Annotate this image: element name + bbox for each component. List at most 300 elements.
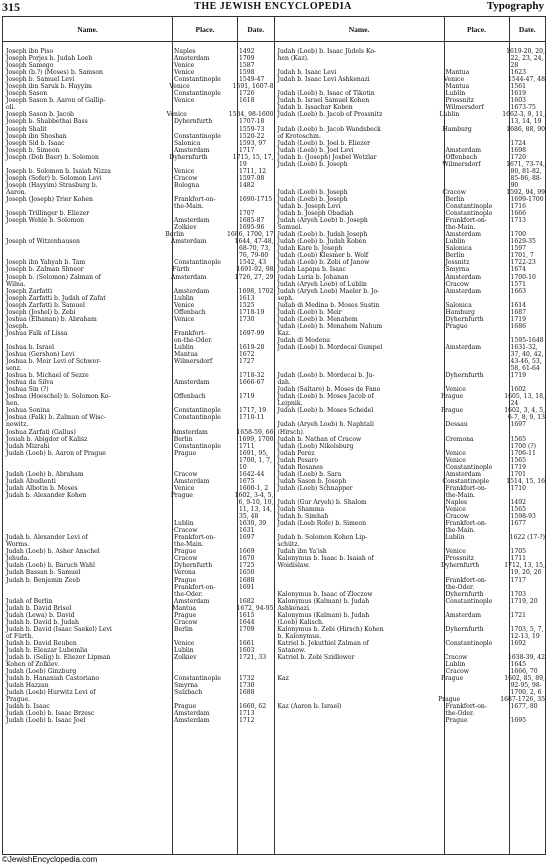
table-row (275, 696, 546, 703)
date-cell: 1492 (239, 48, 255, 55)
name-cell: Kaz (277, 675, 289, 683)
name-cell (3, 499, 171, 506)
place-cell: the-Main. (174, 203, 204, 211)
table-row (3, 154, 274, 161)
table-row (275, 55, 546, 62)
name-cell: Joshua b. Meir Levi of Schwer- (6, 358, 102, 366)
name-cell: Judah (Aryeh Loeb) of Lublin (277, 280, 367, 288)
name-cell (275, 527, 443, 534)
place-cell: Dyhernfurth (445, 625, 484, 633)
name-cell (3, 337, 171, 344)
table-row (275, 710, 546, 717)
place-cell (171, 661, 236, 668)
table-row (3, 682, 274, 689)
table-row (275, 133, 546, 140)
table-row (275, 407, 546, 414)
name-cell: Joseph b. Solomon b. Isaiah Nizza (6, 167, 111, 175)
table-row (275, 548, 546, 555)
name-cell: Joseph Trillinger b. Eliezer (6, 210, 90, 218)
place-cell (443, 118, 508, 125)
place-cell: Prague (174, 548, 197, 556)
place-cell: Lublin (445, 90, 466, 98)
name-cell: Judah (Loeb) b. Menahem Nahum (277, 322, 383, 330)
table-row (275, 344, 546, 351)
date-cell: 1597-98 (239, 174, 265, 182)
place-cell: Amsterdam (173, 287, 210, 295)
place-cell: Amsterdam (445, 470, 482, 478)
place-cell (171, 464, 236, 471)
date-cell: 1717 (510, 576, 527, 584)
date-cell: 1686, 88, 90 (506, 125, 545, 133)
name-cell: Judah Mizrahi (6, 442, 50, 450)
place-cell: Lublin (174, 520, 194, 528)
place-cell (171, 189, 236, 196)
date-cell: 1675 (239, 477, 255, 485)
table-row (275, 154, 546, 161)
date-cell: 1592, 94, 99 (506, 188, 545, 196)
place-cell: Prossnitz (445, 97, 474, 105)
place-cell: Berlin (445, 195, 465, 203)
table-row (275, 358, 546, 365)
date-header: Date. (509, 17, 546, 41)
date-cell: 1619-28 (239, 343, 265, 351)
place-cell: Venice (443, 76, 465, 84)
table-row (275, 330, 546, 337)
place-cell: Zolkiev (174, 224, 197, 232)
date-cell: 1666, 70 (510, 668, 538, 676)
date-cell: 1705 (510, 548, 527, 556)
name-cell: Judah (Loeb) Nikolsburg (277, 442, 354, 450)
name-cell: seph. (277, 294, 294, 302)
table-row (3, 506, 274, 513)
table-row (3, 499, 274, 506)
name-cell: Joseph Sid b. Isaac (6, 139, 65, 147)
place-cell (443, 682, 508, 689)
place-cell: Verona (174, 569, 196, 577)
date-cell: 1700-10 (510, 273, 536, 281)
name-cell: Judah (Loeb) b. Isaac Jüdels Ko- (277, 48, 377, 55)
date-cell: 1571 (510, 280, 527, 288)
place-cell: Cracow (174, 174, 198, 182)
name-cell: Judah b. Isaac Levi Ashkenazi (277, 76, 370, 84)
name-cell: Judah Perez (277, 449, 315, 457)
date-cell: 1670 (239, 555, 255, 563)
place-cell: Lublin (445, 661, 466, 669)
place-cell: Venice (445, 548, 466, 556)
place-cell: Frankfort- (174, 329, 206, 337)
name-cell (275, 661, 443, 668)
place-cell: Amsterdam (445, 231, 482, 239)
place-cell (443, 365, 508, 372)
name-cell: Judah (Saltaro) b. Moses de Fano (277, 386, 381, 394)
place-cell: Lublin (174, 343, 194, 351)
table-row (275, 111, 546, 118)
table-row (275, 584, 546, 591)
table-row (275, 619, 546, 626)
name-header: Name. (77, 24, 98, 34)
name-cell (275, 351, 443, 358)
date-cell: 1623 (510, 69, 527, 77)
date-cell (236, 323, 274, 330)
date-cell: 1615 (239, 611, 255, 619)
place-cell: the-Oder. (174, 590, 203, 598)
table-row (275, 464, 546, 471)
place-cell: Amsterdam (174, 217, 210, 225)
place-cell: Bologna (174, 181, 200, 189)
place-cell (171, 386, 236, 393)
date-cell: 1669 (239, 548, 255, 556)
date-cell: 1650 (239, 569, 255, 577)
date-cell: 90 (510, 181, 519, 189)
name-cell (3, 252, 171, 259)
name-cell: Katriel b. Zebi Szidlower (277, 654, 355, 662)
date-cell: 1673-75 (510, 104, 536, 112)
date-cell: 6-7, 8, 9, 13 (508, 414, 545, 422)
date-cell: 1687-1726, 35 (500, 696, 545, 704)
name-cell: Satanow. (277, 646, 306, 654)
date-cell: 1642-44 (239, 470, 265, 478)
table-row (275, 238, 546, 245)
name-cell: Joseph Porjes b. Judah Loeb (6, 55, 93, 63)
date-cell: 1711, 12 (239, 167, 267, 175)
name-cell: Judah b. Solomon Kohen Lip- (277, 534, 368, 542)
name-cell (275, 710, 443, 717)
place-cell: Venice (174, 484, 195, 492)
table-row (3, 266, 274, 273)
date-cell: 1700, 2, 6 (510, 689, 542, 697)
name-cell: Judah (Loeb) b. Joel b. Eliezer (277, 139, 371, 147)
table-row (3, 520, 274, 527)
place-cell (443, 330, 508, 337)
table-row (3, 323, 274, 330)
date-cell (508, 295, 546, 302)
table-row (3, 647, 274, 654)
name-cell: Judah (Loeb) b. Moses Jacob of (277, 393, 374, 401)
table-row (275, 69, 546, 76)
name-cell (3, 520, 171, 527)
place-cell: Hamburg (445, 308, 475, 316)
date-cell (236, 591, 274, 598)
name-cell: Judah (Loeb) b. Jacob Wandsbeck (277, 125, 381, 133)
name-cell: Judah b. Israel Samuel Kohen (277, 97, 370, 105)
date-cell: 1716 (510, 203, 527, 211)
table-row (3, 569, 274, 576)
table-row (275, 147, 546, 154)
table-row (275, 351, 546, 358)
name-cell (3, 464, 171, 471)
right-column-header (275, 17, 546, 42)
date-cell (508, 605, 546, 612)
date-cell (236, 189, 274, 196)
date-cell: 1719 (510, 463, 527, 471)
name-cell: Judah (Loeb) b. Judah Joseph (277, 231, 368, 239)
name-cell: Judah b. Alexander Levi of (6, 534, 88, 542)
place-cell (171, 421, 236, 428)
place-cell: Berlin (445, 252, 465, 260)
place-cell: Frankfort-on- (174, 583, 216, 591)
date-cell: 1603 (239, 646, 255, 654)
table-row (275, 224, 546, 231)
date-cell: 1686 (510, 322, 527, 330)
table-row (3, 675, 274, 682)
table-row (275, 97, 546, 104)
place-cell: Constantinople (445, 597, 493, 605)
name-cell: Judah (Loeb) b. Jacob of Prossnitz (277, 111, 383, 119)
name-cell: Leipnik. (277, 400, 303, 408)
name-cell (275, 118, 443, 125)
place-cell: Constantinople (445, 210, 493, 218)
date-cell: 1707 (239, 210, 255, 218)
date-cell (236, 400, 274, 407)
date-cell: 58, 61-64 (510, 365, 540, 373)
name-cell: Joshua b. Israel (6, 343, 55, 351)
name-cell: Joseph b. Samuel Levi (6, 76, 75, 84)
table-row (3, 541, 274, 548)
date-cell: 1718-32 (239, 372, 265, 380)
place-cell: Venice (445, 386, 466, 394)
place-cell: Prague (174, 611, 197, 619)
place-cell: the-Oder. (445, 583, 475, 591)
date-cell: 1666 (510, 210, 527, 218)
date-cell: 1697-99 (239, 329, 265, 337)
table-row (3, 104, 274, 111)
place-cell: Amsterdam (174, 55, 210, 63)
date-cell (508, 492, 546, 499)
date-cell: 1603 (510, 97, 527, 105)
table-row (275, 372, 546, 379)
place-cell: Amsterdam (172, 428, 208, 436)
table-row (3, 450, 274, 457)
name-cell (3, 457, 171, 464)
date-cell: 1644 (239, 618, 255, 626)
date-cell (236, 365, 274, 372)
table-row (275, 633, 546, 640)
name-cell: Joseph ibn Saruk b. Hayyim (6, 83, 92, 91)
place-cell (443, 541, 508, 548)
date-cell: 1699, 1700 (238, 435, 274, 443)
table-row (3, 217, 274, 224)
table-row (3, 55, 274, 62)
table-row (275, 591, 546, 598)
table-row (275, 457, 546, 464)
table-row (275, 281, 546, 288)
table-row (275, 302, 546, 309)
table-row (275, 640, 546, 647)
table-row (3, 436, 274, 443)
name-cell: Judah (Loeb) b. Aaron of Prague (6, 449, 106, 457)
table-row (275, 443, 546, 450)
place-cell (171, 633, 236, 640)
date-cell: 1718-19 (239, 308, 265, 316)
place-cell: Dyhernfurth (174, 118, 213, 126)
place-cell (443, 140, 508, 147)
place-cell: Cracow (174, 618, 198, 626)
date-cell: 1629-35 (510, 238, 536, 246)
table-row (3, 252, 274, 259)
place-cell: Constantinople (442, 477, 490, 485)
place-cell (171, 400, 236, 407)
date-cell: 1622 (17-?) (509, 534, 545, 542)
date-cell: 1719, 20 (510, 597, 538, 605)
date-cell: 1593, 97 (239, 139, 267, 147)
place-cell (171, 126, 236, 133)
table-row (275, 471, 546, 478)
place-cell: Frankfort-on- (445, 484, 487, 492)
table-row (275, 386, 546, 393)
name-cell: Joseph (Dob Baer) b. Solomon (6, 153, 99, 161)
table-row (3, 696, 274, 703)
table-row (275, 393, 546, 400)
table-row (275, 605, 546, 612)
place-cell: Prague (440, 407, 464, 415)
date-cell: 1638-39, 42 (508, 654, 545, 662)
date-cell (236, 633, 274, 640)
date-cell: 1691 (239, 583, 255, 591)
place-cell: Prague (445, 717, 468, 725)
name-cell: Joseph Sason b. Aaron of Gallip- (6, 97, 106, 105)
place-cell: Amsterdam (445, 146, 482, 154)
date-cell: 1722-23 (510, 259, 536, 267)
name-cell (275, 182, 443, 189)
name-cell: Judah b. Joseph Obadiah (277, 210, 354, 218)
place-cell: Salonica (445, 245, 472, 253)
name-cell: senz. (6, 365, 22, 373)
place-cell: Constantinople (174, 259, 221, 267)
date-cell: 1700 (?) (510, 442, 536, 450)
copyright-footer: ©JewishEncyclopedia.com (2, 855, 98, 864)
table-row (3, 654, 274, 661)
name-cell: Judah (Loeb) b. Moses Schedel (277, 407, 374, 415)
table-row (3, 238, 274, 245)
name-cell (275, 584, 443, 591)
date-cell (508, 379, 546, 386)
date-cell: 1685-87 (239, 217, 265, 225)
table-row (3, 133, 274, 140)
place-cell: Venice (174, 62, 195, 70)
name-cell: hen (Kaz). (277, 55, 309, 63)
table-row (275, 126, 546, 133)
name-cell: Judah b. Eleazar Lubemlia (6, 646, 88, 654)
place-cell: Amsterdam (174, 717, 210, 725)
place-cell: Jessnitz (445, 259, 470, 267)
place-cell (443, 62, 508, 69)
section-title: Typography (486, 0, 544, 12)
date-cell: 1695-96 (239, 224, 265, 232)
name-cell: dah. (277, 379, 291, 387)
place-cell: Salonica (174, 139, 201, 147)
name-cell: Joshua Sin (?) (6, 386, 49, 394)
date-cell: 1700 (510, 231, 527, 239)
name-cell: Judah (Aryeh Loeb) b. Naphtali (277, 421, 374, 429)
date-cell: 1725 (239, 562, 255, 570)
date-cell (508, 133, 546, 140)
table-row (3, 577, 274, 584)
name-cell: Judah (Loeb) b. Baruch Wahl (6, 562, 95, 570)
name-cell (3, 224, 171, 231)
place-cell (171, 252, 236, 259)
place-cell: Lublin (174, 646, 194, 654)
place-cell: Amsterdam (445, 287, 482, 295)
date-cell (236, 386, 274, 393)
place-cell: Venice (174, 639, 195, 647)
table-row (3, 619, 274, 626)
place-cell (171, 161, 236, 168)
date-cell: 1663 (510, 287, 527, 295)
table-row (3, 584, 274, 591)
place-cell: Frankfort-on- (445, 217, 487, 225)
table-row (3, 97, 274, 104)
table-row (275, 400, 546, 407)
place-cell: Prague (170, 491, 193, 499)
name-cell: Judah ibn Ya'ish (277, 548, 327, 556)
date-cell: 1561 (510, 83, 527, 91)
place-cell: Frankfort-on- (445, 576, 487, 584)
table-row (275, 316, 546, 323)
name-cell: Judah Hazzan (6, 682, 49, 690)
date-cell: 1645 (510, 661, 527, 669)
table-row (275, 527, 546, 534)
table-row (3, 90, 274, 97)
place-cell: Amsterdam (170, 273, 207, 281)
date-cell: 1697 (510, 421, 527, 429)
place-cell: Cracow (442, 188, 466, 196)
place-cell: Constantinople (174, 442, 221, 450)
name-cell: Judah (Loeb) b. Judah Koben (277, 238, 367, 246)
date-cell (236, 421, 274, 428)
table-row (3, 168, 274, 175)
date-cell: 1719 (510, 372, 527, 380)
table-row (3, 245, 274, 252)
name-cell: Judah Sason b. Joseph (277, 477, 347, 485)
name-cell: Judah (Loeb) Klesmer b. Wolf (277, 252, 369, 260)
table-row (3, 612, 274, 619)
place-cell: Constantinople (445, 463, 493, 471)
table-row (3, 118, 274, 125)
name-cell: Judah b. Issachar Koben (277, 104, 353, 112)
table-row (275, 499, 546, 506)
name-cell: Judah (Loeb) b. Menahem (277, 315, 358, 323)
place-cell: Dyhernfurth (445, 590, 484, 598)
table-row (3, 591, 274, 598)
place-cell: Constantinople (174, 414, 221, 422)
name-cell (275, 414, 441, 421)
table-row (275, 309, 546, 316)
place-cell: Prague (440, 675, 464, 683)
date-cell: 1602, 3-4, 5, (234, 491, 274, 499)
place-cell: Naples (445, 499, 468, 506)
place-cell (171, 372, 236, 379)
date-cell: 1514, 15, 16 (506, 477, 545, 485)
place-cell: Salonica (445, 301, 472, 309)
name-cell: Joseph b. Simeon (6, 146, 60, 154)
table-row (3, 626, 274, 633)
date-cell: 1602 (510, 386, 527, 394)
name-cell: Judah b. Benjamin Zeeb (6, 576, 81, 584)
table-row (275, 661, 546, 668)
date-cell: 1700, 1, 7, (239, 456, 272, 464)
place-cell (443, 168, 508, 175)
date-cell: 1726 (239, 90, 255, 98)
date-cell: 1711 (239, 442, 255, 450)
name-cell: Judah (Loeb) b. Mordecai b. Ju- (277, 372, 375, 380)
date-cell: 1602, 3, 4, 5, (504, 407, 545, 415)
table-row (275, 520, 546, 527)
table-row (3, 259, 274, 266)
date-cell (508, 527, 546, 534)
place-cell: Cracow (445, 668, 470, 676)
place-cell: Lublin (174, 294, 194, 302)
place-cell: Offenbach (174, 308, 206, 316)
